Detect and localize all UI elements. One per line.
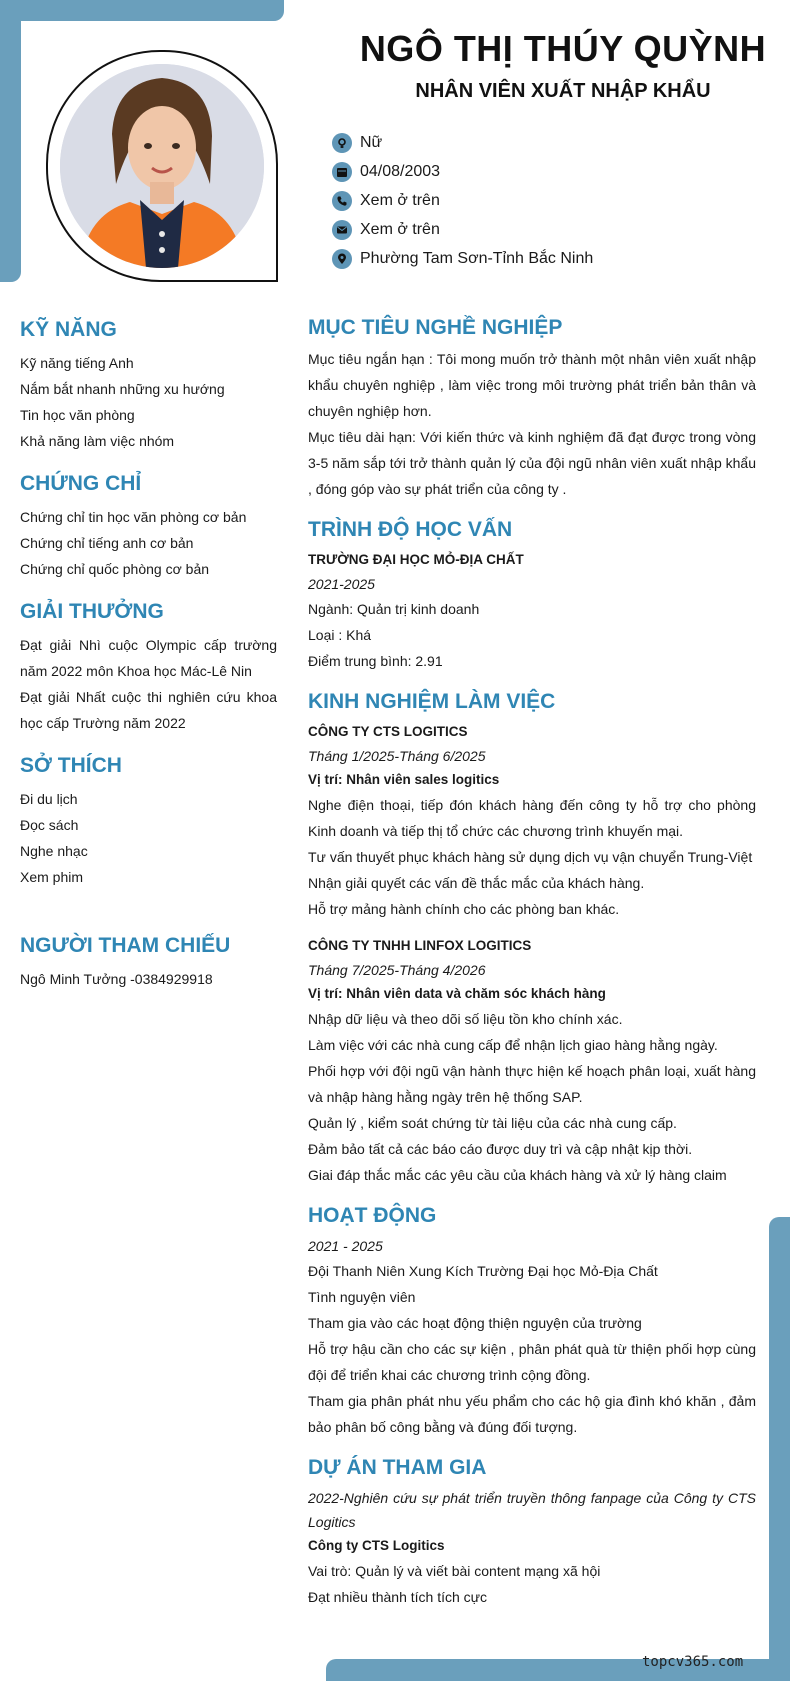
certificates-section: [20, 470, 277, 582]
award-item: Đạt giải Nhất cuộc thi nghiên cứu khoa học cấp Trường năm 2022: [20, 689, 277, 731]
frame-left-bar: [0, 0, 21, 282]
gender-icon: [332, 133, 352, 153]
info-address: [332, 244, 593, 273]
award-item: Đạt giải Nhì cuộc Olympic cấp trường năm 2022 môn Khoa học Mác-Lê Nin: [20, 637, 277, 679]
job-line: Hỗ trợ mảng hành chính cho các phòng ban khác.: [308, 901, 620, 917]
projects-section: [308, 1454, 756, 1610]
objective-section: [308, 314, 756, 502]
reference-item: Ngô Minh Tưởng -0384929918: [20, 971, 213, 987]
email-icon: [332, 220, 352, 240]
job-line: Nhập dữ liệu và theo dõi số liệu tồn kho chính xác.: [308, 1011, 623, 1027]
job-line: Quản lý , kiểm soát chứng từ tài liệu của các nhà cung cấp.: [308, 1115, 677, 1131]
skill-item: Nắm bắt nhanh những xu hướng: [20, 381, 225, 397]
objective-long: Mục tiêu dài hạn: Với kiến thức và kinh nghiệm đã đạt được trong vòng 3-5 năm sắp tới trở thành quản lý của đội ngũ nhân viên xuất nhập khẩu , đóng góp vào sự phát triển của công ty .: [308, 429, 756, 497]
avatar-frame: [46, 50, 278, 282]
job-period: Tháng 7/2025-Tháng 4/2026: [308, 962, 486, 978]
job-period: Tháng 1/2025-Tháng 6/2025: [308, 748, 486, 764]
info-gender: [332, 128, 593, 157]
education-section: [308, 516, 756, 674]
awards-section: [20, 598, 277, 736]
skill-item: Tin học văn phòng: [20, 407, 135, 423]
info-phone-text: Xem ở trên: [360, 191, 440, 209]
hobby-item: Nghe nhạc: [20, 843, 88, 859]
job-line: Nhận giải quyết các vấn đề thắc mắc của khách hàng.: [308, 875, 645, 891]
job-line: Phối hợp với đội ngũ vận hành thực hiện kế hoạch phân loại, xuất hàng và nhập hàng hằng ngày trên hệ thống SAP.: [308, 1063, 756, 1105]
right-column: [308, 314, 756, 1610]
job-entry: [308, 720, 756, 922]
project-line: Vai trò: Quản lý và viết bài content mạng xã hội: [308, 1563, 601, 1579]
certificate-item: Chứng chỉ tin học văn phòng cơ bản: [20, 509, 247, 525]
education-line: Ngành: Quản trị kinh doanh: [308, 601, 480, 617]
candidate-name: NGÔ THỊ THÚY QUỲNH: [359, 28, 767, 69]
activity-line: Tham gia phân phát nhu yếu phẩm cho các hộ gia đình khó khăn , đảm bảo phân bố công bằng và đúng đối tượng.: [308, 1393, 756, 1435]
calendar-icon: [332, 162, 352, 182]
projects-title: DỰ ÁN THAM GIA: [308, 1456, 487, 1479]
activities-section: [308, 1202, 756, 1440]
activities-title: HOẠT ĐỘNG: [308, 1204, 437, 1227]
objective-short: Mục tiêu ngắn hạn : Tôi mong muốn trở thành một nhân viên xuất nhập khẩu chuyên nghiệp , làm việc trong môi trường phát triển bản thân và chuyên nghiệp hơn.: [308, 351, 756, 419]
references-section: [20, 932, 277, 992]
job-entry: [308, 934, 756, 1188]
frame-top-bar: [0, 0, 284, 21]
job-position: Vị trí: Nhân viên sales logitics: [308, 772, 500, 787]
frame-right-bar: [769, 1217, 790, 1681]
project-name: 2022-Nghiên cứu sự phát triển truyền thông fanpage của Công ty CTS Logitics: [308, 1490, 756, 1530]
info-email: [332, 215, 593, 244]
hobby-item: Đọc sách: [20, 817, 79, 833]
phone-icon: [332, 191, 352, 211]
job-line: Làm việc với các nhà cung cấp để nhận lịch giao hàng hằng ngày.: [308, 1037, 718, 1053]
certificate-item: Chứng chỉ quốc phòng cơ bản: [20, 561, 210, 577]
education-line: Loại : Khá: [308, 627, 372, 643]
left-column: [20, 316, 277, 992]
references-title: NGƯỜI THAM CHIẾU: [20, 934, 231, 957]
job-company: CÔNG TY TNHH LINFOX LOGITICS: [308, 938, 532, 953]
education-title: TRÌNH ĐỘ HỌC VẤN: [308, 518, 513, 541]
job-line: Tư vấn thuyết phục khách hàng sử dụng dịch vụ vận chuyển Trung-Việt: [308, 849, 753, 865]
awards-title: GIẢI THƯỞNG: [20, 600, 164, 623]
hobby-item: Đi du lịch: [20, 791, 78, 807]
experience-title: KINH NGHIỆM LÀM VIỆC: [308, 690, 556, 713]
job-title: NHÂN VIÊN XUẤT NHẬP KHẨU: [415, 80, 711, 102]
activity-line: Tham gia vào các hoạt động thiện nguyện của trường: [308, 1315, 642, 1331]
avatar: [60, 64, 264, 268]
certificates-title: CHỨNG CHỈ: [20, 472, 142, 495]
hobbies-title: SỞ THÍCH: [20, 754, 122, 777]
objective-title: MỤC TIÊU NGHỀ NGHIỆP: [308, 316, 563, 339]
job-line: Đảm bảo tất cả các báo cáo được duy trì và cập nhật kịp thời.: [308, 1141, 693, 1157]
activities-period: 2021 - 2025: [308, 1238, 383, 1254]
job-line: Nghe điện thoại, tiếp đón khách hàng đến công ty hỗ trợ cho phòng Kinh doanh và tiếp thị tổ chức các chương trình khuyến mại.: [308, 797, 756, 839]
activity-line: Đội Thanh Niên Xung Kích Trường Đại học Mỏ-Địa Chất: [308, 1263, 658, 1279]
project-company: Công ty CTS Logitics: [308, 1538, 445, 1553]
certificate-item: Chứng chỉ tiếng anh cơ bản: [20, 535, 194, 551]
school-name: TRƯỜNG ĐẠI HỌC MỎ-ĐỊA CHẤT: [308, 552, 524, 567]
hobbies-section: [20, 752, 277, 890]
activity-line: Tình nguyện viên: [308, 1289, 416, 1305]
skill-item: Khả năng làm việc nhóm: [20, 433, 175, 449]
experience-section: [308, 688, 756, 1188]
info-email-text: Xem ở trên: [360, 220, 440, 238]
hobby-item: Xem phim: [20, 869, 84, 885]
job-line: Giai đáp thắc mắc các yêu cầu của khách hàng và xử lý hàng claim: [308, 1167, 727, 1183]
education-period: 2021-2025: [308, 576, 375, 592]
job-position: Vị trí: Nhân viên data và chăm sóc khách hàng: [308, 986, 606, 1001]
activity-line: Hỗ trợ hậu cần cho các sự kiện , phân phát quà từ thiện phối hợp cùng đội để triển khai các chương trình cộng đồng.: [308, 1341, 756, 1383]
watermark: topcv365.com: [642, 1654, 744, 1670]
location-icon: [332, 249, 352, 269]
info-address-text: Phường Tam Sơn-Tỉnh Bắc Ninh: [360, 249, 594, 267]
info-birthdate-text: 04/08/2003: [360, 162, 441, 180]
info-gender-text: Nữ: [360, 133, 383, 151]
info-birthdate: [332, 157, 593, 186]
info-phone: [332, 186, 593, 215]
education-line: Điểm trung bình: 2.91: [308, 653, 443, 669]
project-line: Đạt nhiều thành tích tích cực: [308, 1589, 488, 1605]
skills-title: KỸ NĂNG: [20, 318, 117, 341]
skill-item: Kỹ năng tiếng Anh: [20, 355, 134, 371]
skills-section: [20, 316, 277, 454]
job-company: CÔNG TY CTS LOGITICS: [308, 724, 468, 739]
contact-info: [332, 128, 593, 273]
